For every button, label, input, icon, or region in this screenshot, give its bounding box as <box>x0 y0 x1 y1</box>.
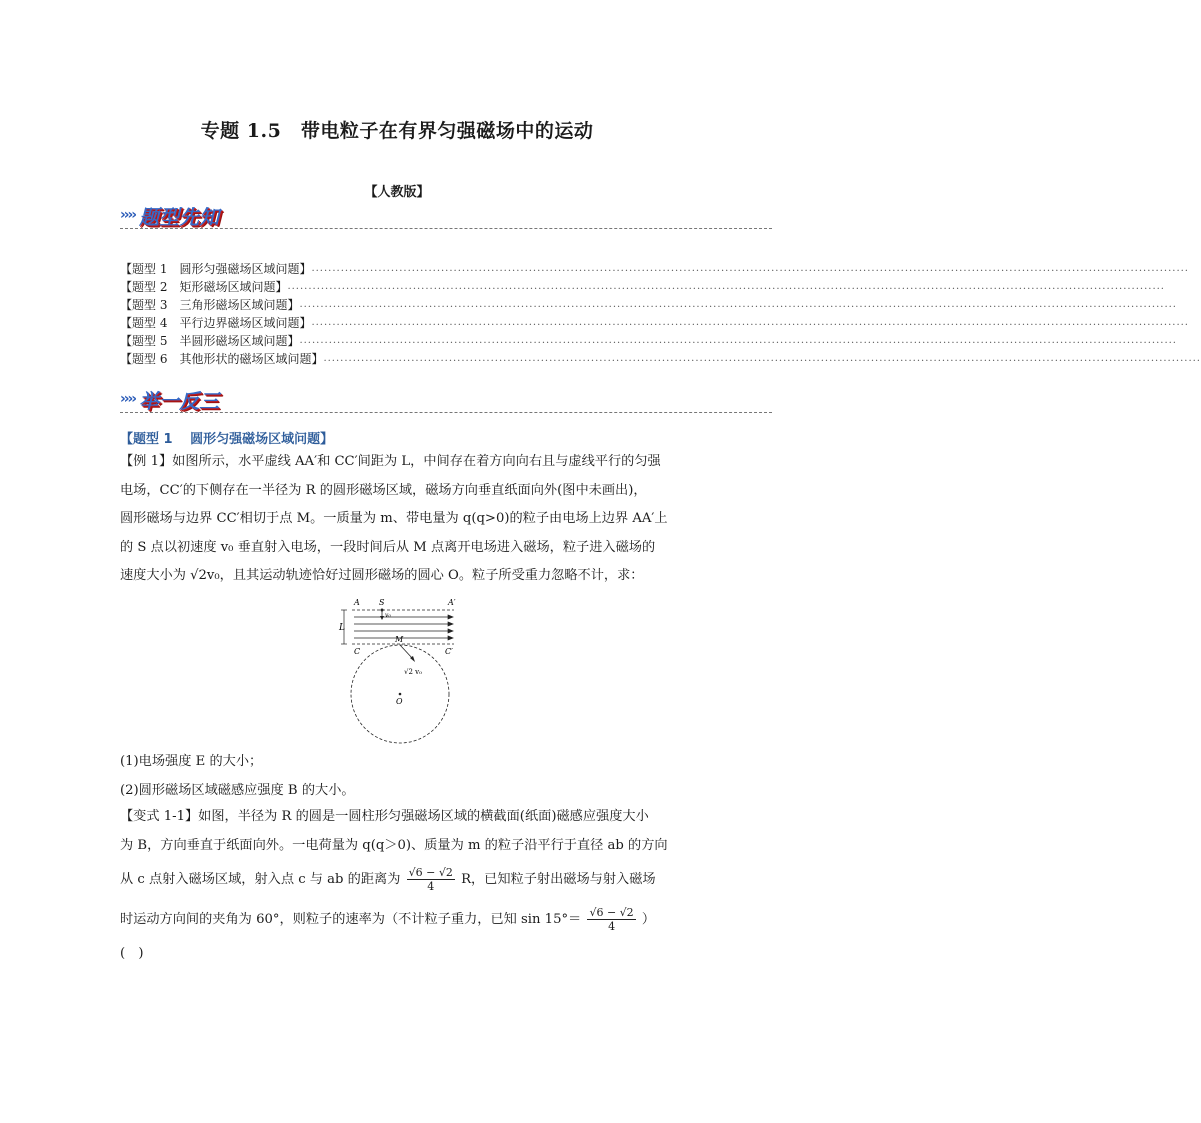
variant-text: ） <box>641 912 656 927</box>
table-of-contents <box>120 260 1201 368</box>
variant-1-1-text <box>120 803 676 969</box>
toc-leader: .................................................................................................................................................................................................................. <box>299 335 1177 346</box>
section-banner-practice <box>120 384 219 414</box>
divider <box>120 228 772 229</box>
toc-leader: .................................................................................................................................................................................................................. <box>287 281 1165 292</box>
divider <box>120 412 772 413</box>
fraction <box>587 906 635 933</box>
toc-item-label: 【题型 1 圆形匀强磁场区域问题】 <box>120 262 312 276</box>
banner-arrows-icon: ›››› <box>120 391 136 407</box>
toc-item[interactable] <box>120 332 1177 350</box>
variant-line: 为 B，方向垂直于纸面向外。一电荷量为 q(q＞0)、质量为 m 的粒子沿平行于直径 ab 的方向 <box>120 837 668 853</box>
label-C: C <box>354 647 361 656</box>
toc-leader: .................................................................................................................................................................................................................. <box>311 317 1189 328</box>
label-S: S <box>379 598 385 607</box>
banner-title: 举一反三 <box>139 388 220 413</box>
label-O: O <box>396 697 403 706</box>
page-title: 专题 1.5 带电粒子在有界匀强磁场中的运动 <box>200 120 594 142</box>
section-banner-types <box>120 200 219 230</box>
fraction-denominator: 4 <box>427 880 435 893</box>
toc-item[interactable] <box>120 350 1201 368</box>
variant-line <box>120 860 676 900</box>
example-line: 【例 1】如图所示，水平虚线 AA′和 CC′间距为 L，中间存在着方向向右且与虚线平行的匀强 <box>120 454 661 469</box>
fraction-denominator: 4 <box>608 920 616 933</box>
variant-text: 时运动方向间的夹角为 60°，则粒子的速率为（不计粒子重力，已知 sin 15°＝ <box>120 912 582 927</box>
toc-item-label: 【题型 5 半圆形磁场区域问题】 <box>120 334 300 348</box>
label-A: A <box>354 598 360 607</box>
example-line: 电场，CC′的下侧存在一半径为 R 的圆形磁场区域，磁场方向垂直纸面向外(图中未画出)， <box>120 482 647 498</box>
answer-blank[interactable]: ( ) <box>120 946 144 961</box>
label-A-prime: A′ <box>448 598 456 607</box>
toc-item[interactable] <box>120 296 1177 314</box>
question-2: (2)圆形磁场区域磁感应强度 B 的大小。 <box>120 782 355 798</box>
variant-text: R，已知粒子射出磁场与射入磁场 <box>461 872 656 887</box>
banner-title: 题型先知 <box>139 204 220 229</box>
toc-item-label: 【题型 3 三角形磁场区域问题】 <box>120 298 300 312</box>
example-line: 圆形磁场与边界 CC′相切于点 M。一质量为 m、带电量为 q(q>0)的粒子由电场上边界 AA′上 <box>120 511 668 526</box>
section-heading: 【题型 1 圆形匀强磁场区域问题】 <box>120 432 334 447</box>
toc-item-label: 【题型 4 平行边界磁场区域问题】 <box>120 316 312 330</box>
toc-item-label: 【题型 2 矩形磁场区域问题】 <box>120 280 288 294</box>
label-sqrt2v0: √2 v₀ <box>404 668 422 676</box>
edition-label: 【人教版】 <box>364 185 430 200</box>
question-1: (1)电场强度 E 的大小； <box>120 754 263 769</box>
example-1-text <box>120 448 676 591</box>
questions <box>120 748 676 805</box>
toc-item[interactable] <box>120 278 1165 296</box>
label-C-prime: C′ <box>445 647 453 656</box>
fraction-numerator: √6 − √2 <box>589 906 634 919</box>
label-L: L <box>339 623 345 633</box>
label-M: M <box>395 635 404 644</box>
toc-item[interactable] <box>120 314 1189 332</box>
banner-arrows-icon: ›››› <box>120 207 136 223</box>
example-line: 的 S 点以初速度 v₀ 垂直射入电场，一段时间后从 M 点离开电场进入磁场，粒子进入磁场的 <box>120 539 656 555</box>
fraction <box>407 866 455 893</box>
toc-item[interactable] <box>120 260 1189 278</box>
physics-figure <box>330 596 470 742</box>
example-line: 速度大小为 √2v₀，且其运动轨迹恰好过圆形磁场的圆心 O。粒子所受重力忽略不计，求： <box>120 568 644 583</box>
variant-line: 【变式 1-1】如图，半径为 R 的圆是一圆柱形匀强磁场区域的横截面(纸面)磁感应强度大小 <box>120 809 649 824</box>
variant-line <box>120 900 676 940</box>
toc-leader: .................................................................................................................................................................................................................. <box>323 353 1201 364</box>
toc-item-label: 【题型 6 其他形状的磁场区域问题】 <box>120 352 324 366</box>
variant-text: 从 c 点射入磁场区域，射入点 c 与 ab 的距离为 <box>120 872 401 887</box>
fraction-numerator: √6 − √2 <box>408 866 453 879</box>
toc-leader: .................................................................................................................................................................................................................. <box>311 263 1189 274</box>
toc-leader: .................................................................................................................................................................................................................. <box>299 299 1177 310</box>
label-v0: v₀ <box>385 612 391 619</box>
